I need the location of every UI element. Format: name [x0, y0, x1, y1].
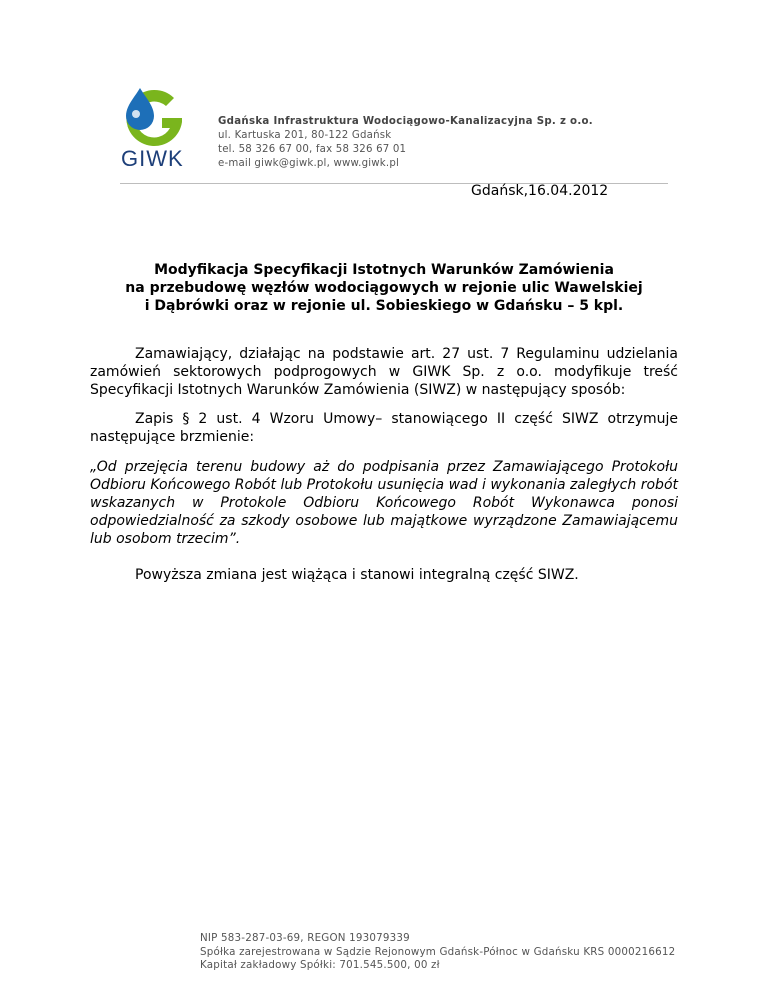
footer	[200, 932, 675, 973]
company-email: e-mail giwk@giwk.pl, www.giwk.pl	[218, 158, 400, 169]
paragraph-1-text: Zamawiający, działając na podstawie art. 27 ust. 7 Regulaminu udzielania zamówień sektorowych podprogowych w GIWK Sp. z o.o. modyfikuje treść Specyfikacji Istotnych Warunków Zamówienia (SIWZ) w następujący sposób:	[90, 346, 678, 398]
company-phone: tel. 58 326 67 00, fax 58 326 67 01	[218, 144, 407, 155]
company-info	[218, 116, 593, 169]
title-line: i Dąbrówki oraz w rejonie ul. Sobieskiego w Gdańsku – 5 kpl.	[144, 298, 624, 314]
paragraph-3	[90, 566, 678, 584]
quote-paragraph: „Od przejęcia terenu budowy aż do podpisania przez Zamawiającego Protokołu Odbioru Końcowego Robót lub Protokołu usunięcia wad i wykonania zaległych robót wskazanych w Protokole Odbioru Końcowego Robót Wykonawca ponosi odpowiedzialność za szkody osobowe lub majątkowe wyrządzone Zamawiającemu lub osobom trzecim”.	[90, 459, 678, 547]
paragraph-2	[90, 410, 678, 446]
company-name: Gdańska Infrastruktura Wodociągowo-Kanalizacyjna Sp. z o.o.	[218, 116, 593, 127]
footer-line-2: Spółka zarejestrowana w Sądzie Rejonowym Gdańsk-Północ w Gdańsku KRS 0000216612	[200, 945, 676, 958]
company-address: ul. Kartuska 201, 80-122 Gdańsk	[218, 130, 392, 141]
paragraph-2-text: Zapis § 2 ust. 4 Wzoru Umowy– stanowiącego II część SIWZ otrzymuje następujące brzmienie:	[90, 411, 678, 445]
document-title	[90, 261, 678, 315]
footer-line-1: NIP 583-287-03-69, REGON 193079339	[200, 932, 410, 944]
footer-line-3: Kapitał zakładowy Spółki: 701.545.500, 00 zł	[200, 959, 440, 971]
title-line: na przebudowę węzłów wodociągowych w rejonie ulic Wawelskiej	[125, 280, 643, 296]
title-line: Modyfikacja Specyfikacji Istotnych Warunków Zamówienia	[154, 262, 614, 278]
paragraph-3-text: Powyższa zmiana jest wiążąca i stanowi integralną część SIWZ.	[135, 567, 579, 583]
logo-text: GIWK	[121, 146, 184, 171]
paragraph-1	[90, 345, 678, 399]
document-date: Gdańsk,16.04.2012	[471, 183, 609, 199]
